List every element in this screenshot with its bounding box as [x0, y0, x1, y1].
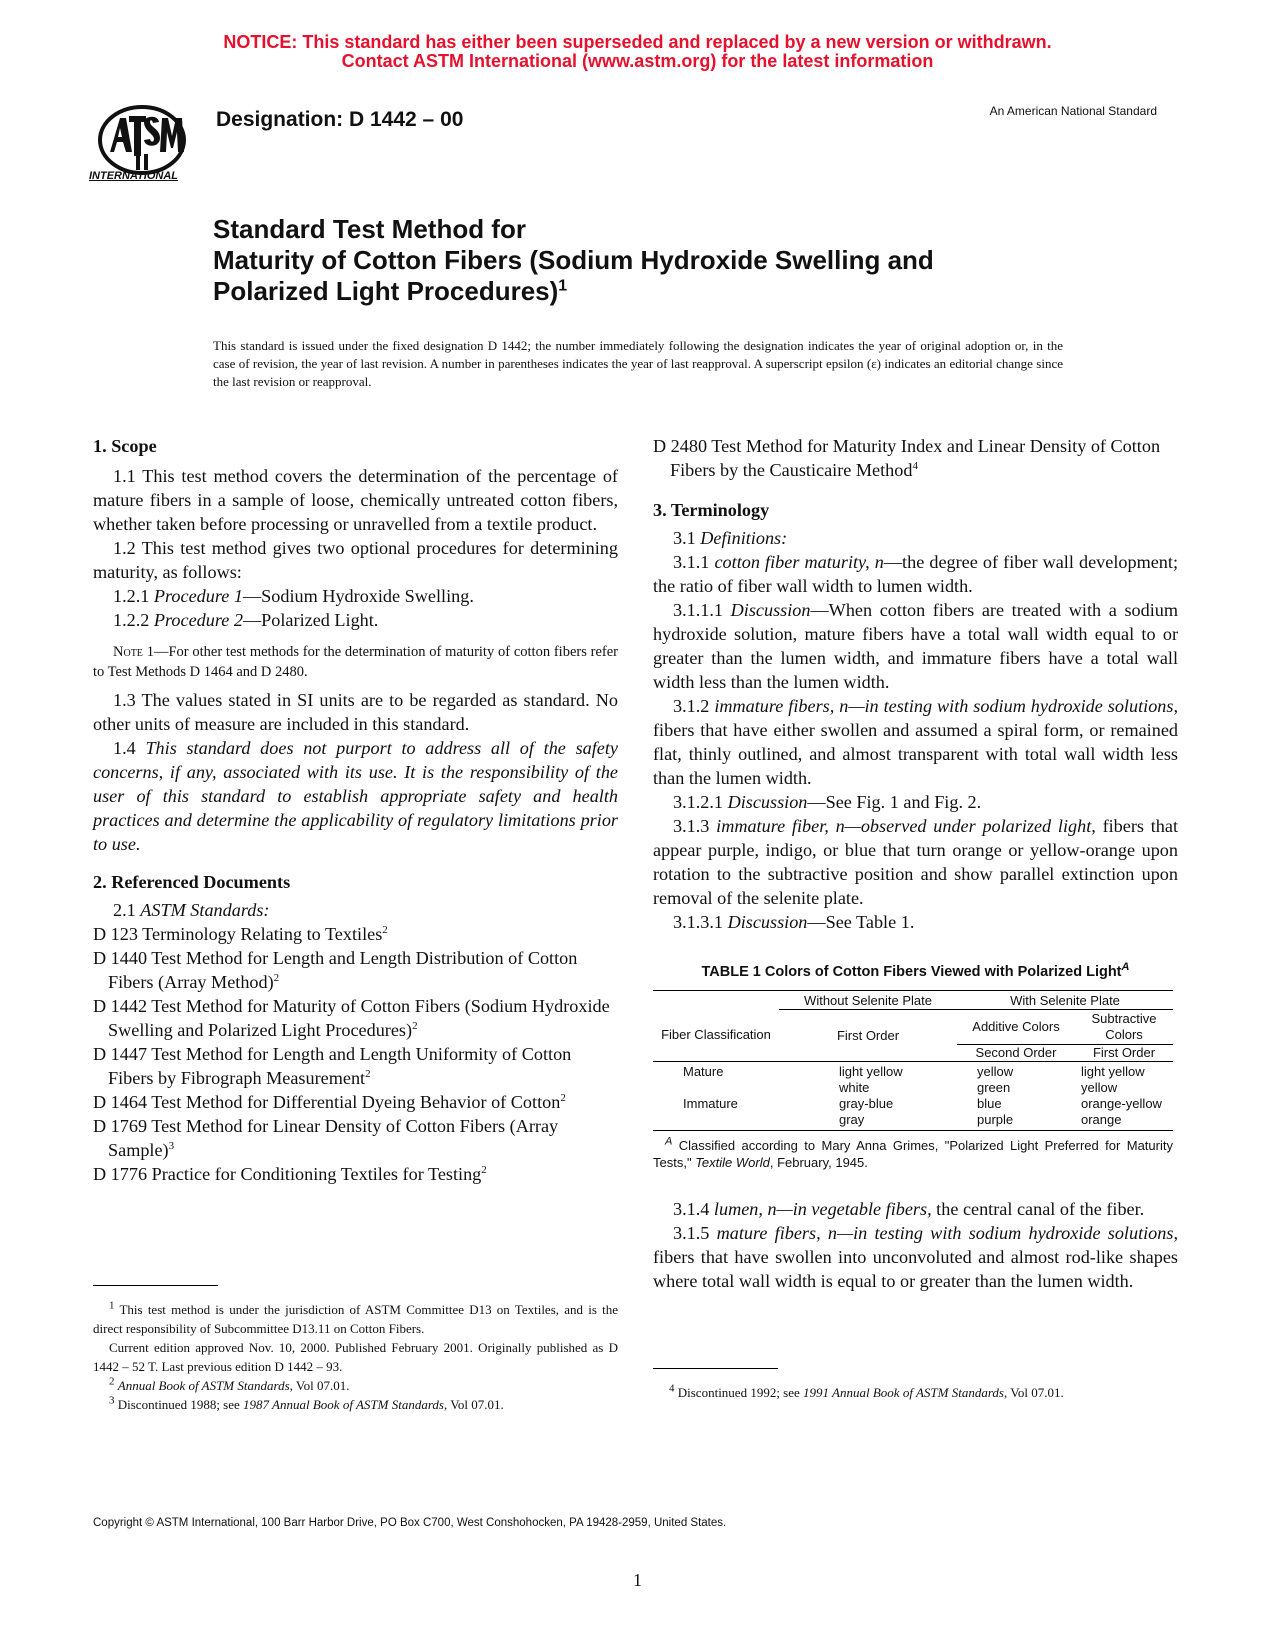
copyright: Copyright © ASTM International, 100 Barr Harbor Drive, PO Box C700, West Conshohocken, PA 19428-2959, United States.	[93, 1517, 727, 1529]
cell-first-order: white	[839, 1080, 870, 1095]
ref-doc-d1776	[93, 1162, 618, 1186]
para-text: the central canal of the fiber.	[931, 1199, 1145, 1219]
table-caption	[653, 960, 1178, 984]
para-num: 3.1.4	[673, 1199, 710, 1219]
notice-line-2: Contact ASTM International (www.astm.org) for the latest information	[341, 51, 934, 71]
discussion-label: Discussion	[727, 912, 808, 932]
terminology-heading: 3. Terminology	[653, 500, 770, 520]
cell-subtractive: yellow	[1081, 1080, 1118, 1095]
para-text: —See Table 1.	[807, 912, 915, 932]
term: cotton fiber maturity, n	[714, 552, 884, 572]
para-num: 3.1.1	[673, 552, 710, 572]
table-1	[653, 960, 1178, 1171]
para-1-2-1	[93, 584, 618, 608]
footnote-ref: 3	[168, 1139, 175, 1152]
header-fiber-classification: Fiber Classification	[661, 1027, 771, 1043]
footnote-divider	[93, 1285, 218, 1286]
para-1-2: 1.2 This test method gives two optional procedures for determining maturity, as follows:	[93, 538, 618, 582]
para-text: —When cotton fibers are treated with a sodium hydroxide solution, mature fibers have a total wall width equal to or greater than the lumen width, and immature fibers have a total wall width less than the lumen width.	[653, 600, 1178, 692]
cell-classification: Immature	[683, 1096, 738, 1111]
ref-doc-d123	[93, 922, 618, 946]
footnote-text: This test method is under the jurisdiction of ASTM Committee D13 on Textiles, and is the direct responsibility of Subcommittee D13.11 on Cotton Fibers.	[93, 1302, 618, 1336]
para-1-1: 1.1 This test method covers the determination of the percentage of mature fibers in a sample of loose, chemically untreated cotton fibers, whether taken before processing or unravelled from a textile product.	[93, 466, 618, 534]
para-num: 3.1.2.1	[673, 792, 724, 812]
footnote-ref: 4	[912, 459, 918, 472]
colors-table	[653, 990, 1173, 1131]
header-with-selenite: With Selenite Plate	[957, 991, 1173, 1010]
note-text: 1—For other test methods for the determination of maturity of cotton fibers refer to Test Methods D 1464 and D 2480.	[93, 644, 618, 680]
para-num: 1.2.1	[113, 586, 150, 606]
ref-doc-text: D 2480 Test Method for Maturity Index and Linear Density of Cotton Fibers by the Causticaire Method	[653, 436, 1161, 480]
para-text: fibers that appear purple, indigo, or blue that turn orange or yellow-orange upon rotation to the subtractive position and show parallel extinction upon removal of the selenite plate.	[653, 816, 1179, 908]
cell-subtractive: light yellow	[1081, 1064, 1145, 1079]
cell-first-order: gray	[839, 1112, 865, 1127]
astm-logo	[89, 104, 200, 186]
ref-doc-d1440	[93, 946, 618, 994]
notice-banner	[0, 33, 1275, 71]
ref-doc-d1442	[93, 994, 618, 1042]
ref-doc-d1769	[93, 1114, 618, 1162]
header-subtractive-colors: Subtractive Colors	[1075, 1010, 1173, 1045]
footnote-text: , Vol 07.01.	[443, 1397, 504, 1412]
para-num: 2.1	[113, 900, 136, 920]
para-num: 1.4	[113, 738, 136, 758]
para-3-1-4	[653, 1197, 1178, 1221]
para-2-1	[93, 898, 618, 922]
document-title	[213, 214, 934, 307]
ref-doc-text: D 1440 Test Method for Length and Length Distribution of Cotton Fibers (Array Method)	[93, 948, 578, 992]
ref-doc-text: D 1464 Test Method for Differential Dyeing Behavior of Cotton	[93, 1092, 561, 1112]
term: mature fibers, n—in testing with sodium hydroxide solutions,	[716, 1223, 1178, 1243]
table-row	[653, 1062, 1173, 1081]
para-3-1-2-1	[653, 790, 1178, 814]
footnote-3	[93, 1395, 618, 1414]
footnote-italic: Annual Book of ASTM Standards	[117, 1378, 290, 1393]
footnote-ref: 2	[481, 1163, 487, 1176]
footnote-italic: 1991 Annual Book of ASTM Standards	[803, 1385, 1004, 1400]
ref-doc-text: D 123 Terminology Relating to Textiles	[93, 924, 383, 944]
term: immature fibers, n—in testing with sodium hydroxide solutions,	[714, 696, 1179, 716]
header-second-order: Second Order	[975, 1045, 1057, 1060]
ref-doc-text: D 1447 Test Method for Length and Length Uniformity of Cotton Fibers by Fibrograph Measurement	[93, 1044, 572, 1088]
definitions-label: Definitions:	[700, 528, 788, 548]
para-3-1-2	[653, 694, 1178, 790]
footnote-2	[93, 1376, 618, 1395]
designation: Designation: D 1442 – 00	[216, 108, 464, 131]
footnote-text: , Vol 07.01.	[1003, 1385, 1064, 1400]
safety-statement: This standard does not purport to address all of the safety concerns, if any, associated with its use. It is the responsibility of the user of this standard to establish appropriate safety and health practices and determine the applicability of regulatory limitations prior to use.	[93, 738, 618, 854]
footnote-text: Discontinued 1992; see	[677, 1385, 804, 1400]
footnote-ref: 2	[412, 1019, 418, 1032]
footnote-4	[653, 1383, 1178, 1402]
table-caption-text: TABLE 1 Colors of Cotton Fibers Viewed with Polarized Light	[701, 964, 1122, 980]
cell-additive: blue	[977, 1096, 1002, 1111]
left-column	[93, 434, 618, 1186]
title-line-1: Standard Test Method for	[213, 214, 526, 244]
note-1	[93, 642, 618, 682]
table-note-italic: Textile World	[695, 1155, 770, 1170]
right-footnotes	[653, 1368, 1178, 1402]
footnote-1	[93, 1300, 618, 1338]
table-row	[653, 1096, 1173, 1112]
cell-subtractive: orange-yellow	[1081, 1096, 1162, 1111]
footnote-text: , Vol 07.01.	[289, 1378, 350, 1393]
procedure-1-label: Procedure 1	[153, 586, 243, 606]
cell-additive: purple	[977, 1112, 1014, 1127]
table-note-text: , February, 1945.	[769, 1155, 868, 1170]
footnote-mark: 2	[109, 1375, 115, 1388]
table-caption-footnote: A	[1121, 961, 1130, 974]
para-num: 3.1.1.1	[673, 600, 724, 620]
table-note	[653, 1137, 1173, 1171]
header-first-order-2: First Order	[1092, 1045, 1156, 1060]
para-text: fibers that have swollen into unconvoluted and almost rod-like shapes where total wall width is equal to or greater than the lumen width.	[653, 1247, 1178, 1291]
table-row	[653, 1080, 1173, 1096]
term: immature fiber, n—observed under polarized light,	[716, 816, 1096, 836]
para-text: —See Fig. 1 and Fig. 2.	[807, 792, 982, 812]
para-1-3: 1.3 The values stated in SI units are to be regarded as standard. No other units of measure are included in this standard.	[93, 690, 618, 734]
footnote-italic: 1987 Annual Book of ASTM Standards	[243, 1397, 444, 1412]
cell-additive: yellow	[977, 1064, 1014, 1079]
para-num: 1.2.2	[113, 610, 150, 630]
discussion-label: Discussion	[727, 792, 808, 812]
left-footnotes	[93, 1285, 618, 1414]
table-note-text: Classified according to Mary Anna Grimes, "Polarized Light Preferred for Maturity Tests,"	[653, 1138, 1173, 1170]
title-line-3	[213, 276, 934, 307]
notice-line-1: NOTICE: This standard has either been superseded and replaced by a new version or withdrawn.	[223, 32, 1052, 52]
cell-first-order: light yellow	[839, 1064, 903, 1079]
para-3-1-3-1	[653, 910, 1178, 934]
ref-doc-text: D 1776 Practice for Conditioning Textiles for Testing	[93, 1164, 482, 1184]
para-num: 3.1.3.1	[673, 912, 724, 932]
header-additive-colors: Additive Colors	[957, 1010, 1075, 1045]
para-text: —Polarized Light.	[242, 610, 379, 630]
para-text: fibers that have either swollen and assumed a spiral form, or remained flat, thinly outlined, and almost transparent with total wall width less than the lumen width.	[653, 720, 1178, 788]
title-footnote-mark: 1	[558, 277, 568, 295]
page-number: 1	[633, 1570, 642, 1590]
term: lumen, n—in vegetable fibers,	[713, 1199, 932, 1219]
cell-additive: green	[977, 1080, 1011, 1095]
footnote-ref: 2	[560, 1091, 566, 1104]
ref-doc-d1464	[93, 1090, 618, 1114]
issued-statement: This standard is issued under the fixed designation D 1442; the number immediately following the designation indicates the year of original adoption or, in the case of revision, the year of last revision. A number in parentheses indicates the year of last reapproval. A superscript epsilon (ε) indicates an editorial change since the last revision or reapproval.	[213, 338, 1063, 389]
scope-heading: 1. Scope	[93, 436, 157, 456]
para-num: 3.1	[673, 528, 696, 548]
right-column	[653, 434, 1178, 1293]
para-3-1-1	[653, 550, 1178, 598]
para-3-1-3	[653, 814, 1178, 910]
footnote-ref: 2	[365, 1067, 371, 1080]
footnote-1-edition: Current edition approved Nov. 10, 2000. Published February 2001. Originally published as D 1442 – 52 T. Last previous edition D 1442 – 93.	[93, 1340, 618, 1374]
footnote-divider	[653, 1368, 778, 1369]
footnote-mark: 1	[109, 1299, 115, 1312]
para-1-2-2	[93, 608, 618, 632]
table-note-mark: A	[665, 1135, 673, 1148]
para-1-4	[93, 736, 618, 856]
para-num: 3.1.3	[673, 816, 710, 836]
footnote-ref: 2	[273, 971, 280, 984]
footnote-mark: 4	[669, 1382, 675, 1395]
title-line-3-text: Polarized Light Procedures)	[213, 276, 559, 306]
procedure-2-label: Procedure 2	[153, 610, 243, 630]
referenced-documents-heading: 2. Referenced Documents	[93, 872, 291, 892]
cell-classification: Mature	[683, 1064, 724, 1079]
footnote-mark: 3	[109, 1394, 115, 1407]
ref-doc-d2480	[653, 434, 1178, 482]
american-national-standard: An American National Standard	[989, 104, 1157, 118]
ref-doc-text: D 1442 Test Method for Maturity of Cotton Fibers (Sodium Hydroxide Swelling and Polarized Light Procedures)	[93, 996, 610, 1040]
cell-classification	[653, 1112, 779, 1131]
title-line-2: Maturity of Cotton Fibers (Sodium Hydroxide Swelling and	[213, 245, 934, 275]
ref-doc-d1447	[93, 1042, 618, 1090]
cell-classification	[653, 1080, 779, 1096]
header-first-order: First Order	[836, 1027, 900, 1043]
table-row	[653, 1112, 1173, 1131]
header-without-selenite: Without Selenite Plate	[779, 991, 957, 1010]
para-3-1	[653, 526, 1178, 550]
astm-standards-label: ASTM Standards:	[140, 900, 270, 920]
para-text: —the degree of fiber wall development; the ratio of fiber wall width to lumen width.	[653, 552, 1179, 596]
para-text: —Sodium Hydroxide Swelling.	[242, 586, 474, 606]
cell-first-order: gray-blue	[839, 1096, 894, 1111]
cell-subtractive: orange	[1081, 1112, 1122, 1127]
para-num: 3.1.5	[673, 1223, 710, 1243]
para-3-1-5	[653, 1221, 1178, 1293]
footnote-ref: 2	[382, 923, 388, 936]
para-3-1-1-1	[653, 598, 1178, 694]
ref-doc-text: D 1769 Test Method for Linear Density of Cotton Fibers (Array Sample)	[93, 1116, 559, 1160]
logo-text: INTERNATIONAL	[89, 170, 179, 182]
footnote-text: Discontinued 1988; see	[117, 1397, 244, 1412]
note-label: Note	[113, 644, 143, 660]
para-num: 3.1.2	[673, 696, 710, 716]
discussion-label: Discussion	[730, 600, 811, 620]
